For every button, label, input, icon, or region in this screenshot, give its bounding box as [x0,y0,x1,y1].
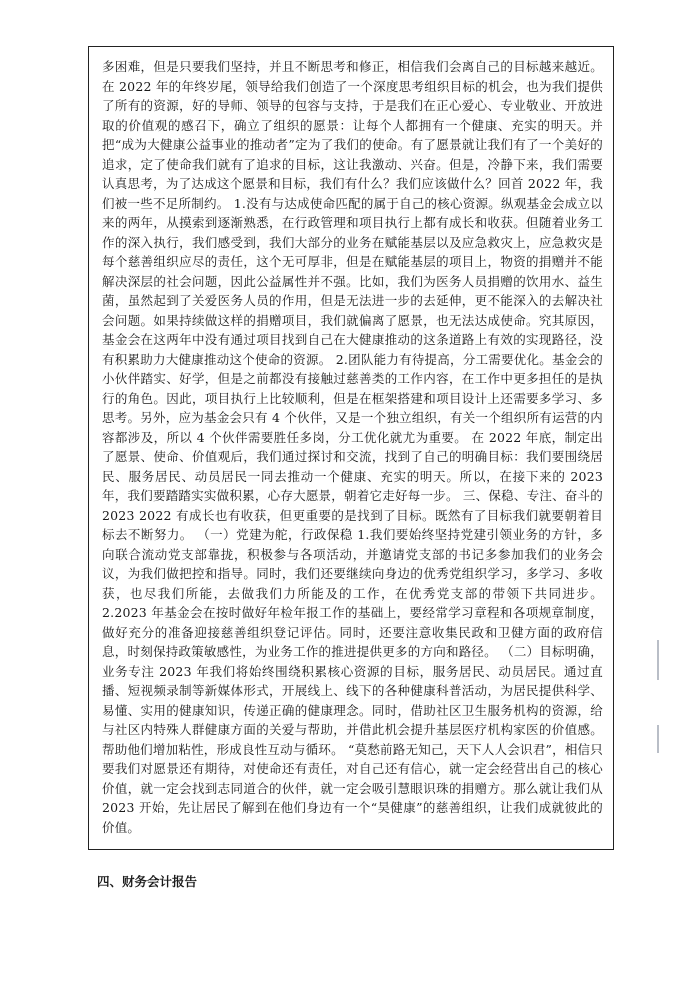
report-paragraph: 多困难，但是只要我们坚持，并且不断思考和修正，相信我们会离自己的目标越来越近。在 2022 年的年终岁尾，领导给我们创造了一个深度思考组织目标的机会，也为我们提供了所有的资源，好的导师、领导的包容与支持，于是我们在正心爱心、专业敬业、开放进取的价值观的感召下，确立了组织的愿景：让每个人都拥有一个健康、充实的明天。并把“成为大健康公益事业的推动者”定为了我们的使命。有了愿景就让我们有了一个美好的追求，定了使命我们就有了追求的目标，这让我激动、兴奋。但是，冷静下来，我们需要认真思考，为了达成这个愿景和目标，我们有什么？我们应该做什么？回首 2022 年，我们被一些不足所制约。 1.没有与达成使命匹配的属于自己的核心资源。纵观基金会成立以来的两年，从摸索到逐渐熟悉，在行政管理和项目执行上都有成长和收获。但随着业务工作的深入执行，我们感受到，我们大部分的业务在赋能基层以及应急救灾上，应急救灾是每个慈善组织应尽的责任，这个无可厚非，但是在赋能基层的项目上，物资的捐赠并不能解决深层的社会问题，因此公益属性并不强。比如，我们为医务人员捐赠的饮用水、益生菌，虽然起到了关爱医务人员的作用，但是无法进一步的去延伸，更不能深入的去解决社会问题。如果持续做这样的捐赠项目，我们就偏离了愿景，也无法达成使命。究其原因，基金会在这两年中没有通过项目找到自己在大健康推动的这条道路上有效的实现路径，没有积累助力大健康推动这个使命的资源。 2.团队能力有待提高，分工需要优化。基金会的小伙伴踏实、好学，但是之前都没有接触过慈善类的工作内容，在工作中更多担任的是执行的角色。因此，项目执行上比较顺利，但是在框架搭建和项目设计上还需要多学习、多思考。另外，应为基金会只有 4 个伙伴，又是一个独立组织，有关一个组织所有运营的内容都涉及，所以 4 个伙伴需要胜任多岗，分工优化就尤为重要。 在 2022 年底，制定出了愿景、使命、价值观后，我们通过探讨和交流，找到了自己的明确目标：我们要围绕居民、服务居民、动员居民一同去推动一个健康、充实的明天。所以，在接下来的 2023 年，我们要踏踏实实做积累，心存大愿景，朝着它走好每一步。 三、保稳、专注、奋斗的 2023 2022 有成长也有收获，但更重要的是找到了目标。既然有了目标我们就要朝着目标去不断努力。 （一）党建为舵，行政保稳 1.我们要始终坚持党建引领业务的方针，多向联合流动党支部靠拢，积极参与各项活动，并邀请党支部的书记多参加我们的业务会议，为我们做把控和指导。同时，我们还要继续向身边的优秀党组织学习，多学习、多收获，也尽我们所能，去做我们力所能及的工作，在优秀党支部的带领下共同进步。 2.2023 年基金会在按时做好年检年报工作的基础上，要经常学习章程和各项规章制度，做好充分的准备迎接慈善组织登记评估。同时，还要注意收集民政和卫健方面的政府信息，时刻保持政策敏感性，为业务工作的推进提供更多的方向和路径。 （二）目标明确，业务专注 2023 年我们将始终围绕积累核心资源的目标，服务居民、动员居民。通过直播、短视频录制等新媒体形式，开展线上、线下的各种健康科普活动，为居民提供科学、易懂、实用的健康知识，传递正确的健康理念。同时，借助社区卫生服务机构的资源，给与社区内特殊人群健康方面的关爱与帮助，并借此机会提升基层医疗机构家医的价值感。帮助他们增加粘性，形成良性互动与循环。 “莫愁前路无知己，天下人人会识君”，相信只要我们对愿景还有期待，对使命还有责任，对自己还有信心，就一定会经营出自己的核心价值，就一定会找到志同道合的伙伴，就一定会吸引慧眼识珠的捐赠方。那么就让我们从 2023 开始，先让居民了解到在他们身边有一个“昊健康”的慈善组织，让我们成就彼此的价值。 [102,59,603,835]
report-text-box [88,46,614,850]
scan-edge-mark [657,725,659,753]
scan-edge-mark [657,640,659,680]
section-heading-financial-report: 四、财务会计报告 [97,874,198,889]
